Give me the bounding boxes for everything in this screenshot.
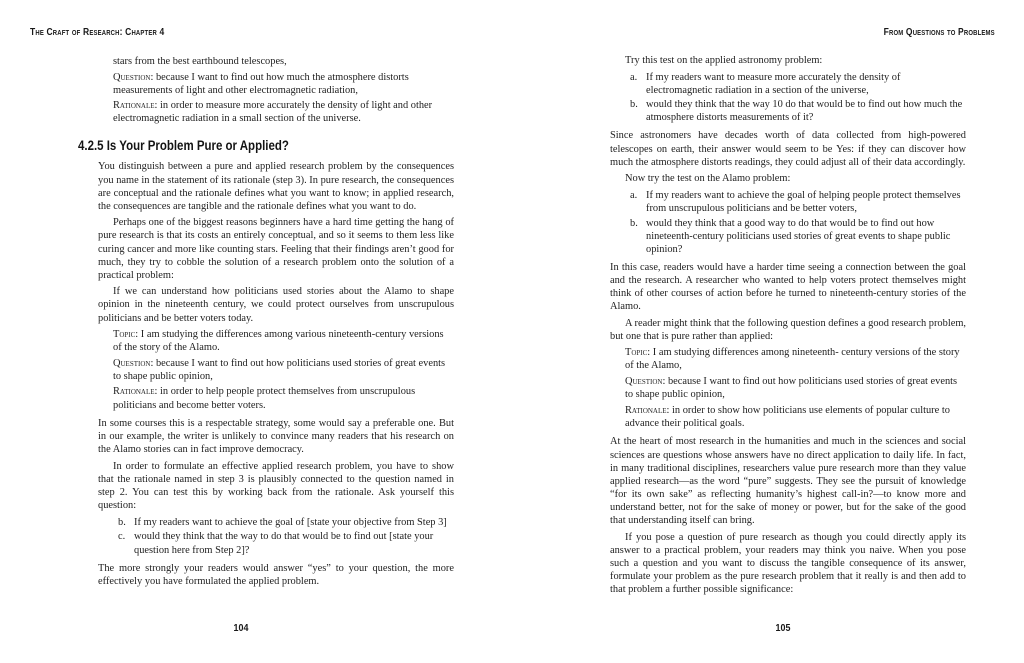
list-item xyxy=(630,189,966,215)
example-text: in order to show how politicians use elements of popular culture to advance their political goals. xyxy=(625,404,950,429)
list-item xyxy=(118,516,454,529)
list-marker: a. xyxy=(630,189,638,201)
left-page-body xyxy=(78,54,454,591)
example-item xyxy=(113,328,454,354)
example-text: I am studying differences among nineteenth- century versions of the story of the Alamo, xyxy=(625,347,960,372)
list-text: would they think that the way 10 do that would be to find out how much the atmosphere distorts measurements of it? xyxy=(646,99,963,124)
paragraph: Now try the test on the Alamo problem: xyxy=(625,173,791,185)
list-marker: c. xyxy=(118,531,126,543)
lettered-list xyxy=(630,71,966,125)
paragraph: Perhaps one of the biggest reasons beginners have a hard time getting the hang of pure research is that its costs an entirely conceptual, and so it seems to them less like curing cancer and more like counting stars. Feeling that their findings aren’t good for much, they try to cobble the solution of a research problem onto the solution of a practical problem: xyxy=(98,217,454,281)
page-number-right: 105 xyxy=(775,622,791,634)
example-item xyxy=(113,71,454,97)
example-item xyxy=(113,385,454,411)
example-label: Question : xyxy=(625,376,668,387)
paragraph: If we can understand how politicians used stories about the Alamo to shape opinion in the nineteenth century, we could protect ourselves from unscrupulous politicians and be better voters today. xyxy=(98,286,454,324)
paragraph: At the heart of most research in the humanities and much in the sciences and social sciences are questions whose answers have no direct application to daily life. In fact, in many traditional disciplines, researchers value pure research more than they value applied research—as the word “pure” suggests. They see the pursuit of knowledge “for its own sake” as reflecting humanity’s highest call-in?—to know more and understand better, not for the sake of money or power, but for the sake of the good that understanding itself can bring. xyxy=(610,436,966,526)
example-item xyxy=(113,357,454,383)
example-item xyxy=(625,404,966,430)
example-item xyxy=(113,99,454,125)
list-text: would they think that the way to do that would be to find out [state your question here from Step 2]? xyxy=(134,531,434,556)
example-label: Rationale : xyxy=(113,100,160,111)
list-marker: a. xyxy=(630,71,638,83)
example-item xyxy=(625,346,966,372)
example-text: because I want to find out how politicians used stories of great events to shape public opinion, xyxy=(113,357,446,382)
example-text: because I want to find out how politicians used stories of great events to shape public opinion, xyxy=(625,376,958,401)
list-text: If my readers want to measure more accurately the density of electromagnetic radiation in a section of the universe, xyxy=(646,71,901,96)
paragraph: In some courses this is a respectable strategy, some would say a preferable one. But in our example, the writer is unlikely to convince many readers that his research on the Alamo stories can in fact improve democracy. xyxy=(98,418,454,456)
paragraph: You distinguish between a pure and applied research problem by the consequences you name in the statement of its rationale (step 3). In pure research, the consequences are conceptual and the rationale defines what you want to know; in applied research, the consequences are tangible and the rationale defines what you want to do. xyxy=(98,161,454,212)
right-page-body xyxy=(610,54,966,600)
example-text: I am studying the differences among various nineteenth-century versions of the story of the Alamo. xyxy=(113,329,444,354)
example-label: Rationale : xyxy=(625,405,672,416)
page-number-left: 104 xyxy=(233,622,249,634)
example-label: Rationale : xyxy=(113,386,160,397)
paragraph: The more strongly your readers would answer “yes” to your question, the more effectively you have formulated the applied problem. xyxy=(98,562,454,587)
list-marker: b. xyxy=(630,217,638,229)
list-text: would they think that a good way to do that would be to find out how nineteenth-century politicians used stories of great events to shape public opinion? xyxy=(646,217,951,255)
example-text: because I want to find out how much the atmosphere distorts measurements of light and other electromagnetic radiation, xyxy=(113,71,409,96)
paragraph: Try this test on the applied astronomy problem: xyxy=(625,55,823,66)
list-marker: b. xyxy=(118,516,126,528)
example-label: Topic : xyxy=(113,329,141,340)
paragraph: In this case, readers would have a harder time seeing a connection between the goal and the research. A researcher who wanted to help voters protect themselves might think of other courses of action before he turned to nineteenth-century stories of the Alamo. xyxy=(610,261,966,313)
example-text: in order to help people protect themselves from unscrupulous politicians and become better voters. xyxy=(113,386,416,411)
list-item xyxy=(118,530,454,556)
example-label: Topic : xyxy=(625,347,653,358)
list-text: If my readers want to achieve the goal of [state your objective from Step 3] xyxy=(134,516,447,528)
example-item xyxy=(113,55,454,68)
example-label: Question : xyxy=(113,72,156,83)
example-block xyxy=(625,346,966,430)
paragraph: A reader might think that the following question defines a good research problem, but one that is pure rather than applied: xyxy=(610,317,966,342)
example-item xyxy=(625,375,966,401)
running-head-left: The Craft of Research: Chapter 4 xyxy=(30,27,165,38)
example-block xyxy=(113,328,454,412)
example-block xyxy=(113,55,454,125)
list-text: If my readers want to achieve the goal of helping people protect themselves from unscrupulous politicians and be better voters, xyxy=(646,189,961,214)
example-label: Question : xyxy=(113,358,156,369)
lettered-list xyxy=(118,516,454,557)
lettered-list xyxy=(630,189,966,256)
list-item xyxy=(630,217,966,256)
paragraph: If you pose a question of pure research as though you could directly apply its answer to a practical problem, your readers may think you naive. When you pose such a question and you want to discuss the tangible consequence of its answer, formulate your problem as the pure research problem that it really is and then add to that problem a further possible significance: xyxy=(610,531,966,595)
list-marker: b. xyxy=(630,99,638,111)
section-heading: 4.2.5 Is Your Problem Pure or Applied? xyxy=(78,138,289,154)
list-item xyxy=(630,98,966,124)
list-item xyxy=(630,71,966,97)
paragraph: In order to formulate an effective applied research problem, you have to show that the rationale named in step 3 is plausibly connected to the question named in step 2. You can test this by working back from the rationale. Ask yourself this question: xyxy=(98,460,454,512)
paragraph: Since astronomers have decades worth of data collected from high-powered telescopes on earth, their answer would seem to be Yes: if they can discover how much the atmosphere distorts readings, they could adjust all of their data accordingly. xyxy=(610,130,966,168)
example-text: stars from the best earthbound telescopes, xyxy=(113,56,287,67)
running-head-right: From Questions to Problems xyxy=(883,27,995,38)
example-text: in order to measure more accurately the density of light and other electromagnetic radiation in a small section of the universe. xyxy=(113,100,433,125)
